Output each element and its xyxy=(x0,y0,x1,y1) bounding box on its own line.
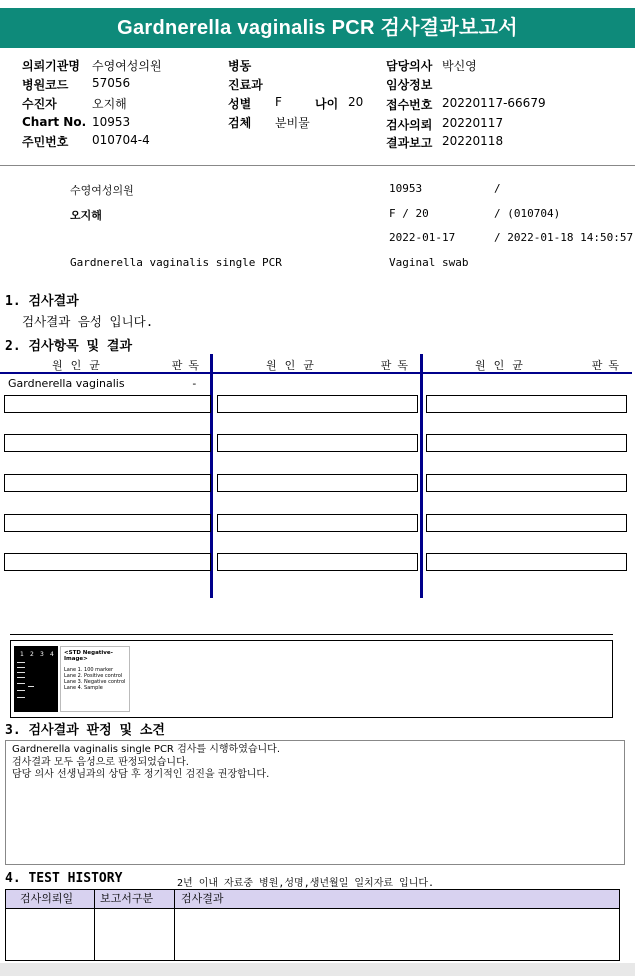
institution-label: 의뢰기관명 xyxy=(22,59,80,73)
section1-title: 1. 검사결과 xyxy=(5,294,79,309)
summary-slash: / xyxy=(494,182,501,195)
history-divider xyxy=(174,890,175,960)
result-cell xyxy=(426,514,627,532)
section2-title: 2. 검사항목 및 결과 xyxy=(5,339,133,354)
opinion-line: 담당 의사 선생님과의 상담 후 정기적인 검진을 권장합니다. xyxy=(12,769,270,780)
section3-title: 3. 검사결과 판정 및 소견 xyxy=(5,723,165,738)
resident-value: 010704-4 xyxy=(92,133,150,147)
result-cell xyxy=(4,514,211,532)
age-value: 20 xyxy=(348,95,364,109)
grid-divider-2 xyxy=(420,354,423,598)
col3-name-label: 원인균 xyxy=(475,359,531,372)
gel-marker-band xyxy=(17,677,25,678)
result-cell xyxy=(217,474,418,492)
gel-marker-band xyxy=(17,672,25,673)
chart-label: Chart No. xyxy=(22,115,87,129)
result-cell xyxy=(426,395,627,413)
gel-lane-4: 4 xyxy=(50,651,54,658)
receipt-label: 접수번호 xyxy=(386,98,433,112)
opinion-line: Gardnerella vaginalis single PCR 검사를 시행하였습니다. xyxy=(12,744,281,755)
history-col-request-date: 검사의뢰일 xyxy=(20,892,74,905)
chart-value: 10953 xyxy=(92,115,131,129)
gel-lane-2: 2 xyxy=(30,651,34,658)
grid-top-line xyxy=(0,372,632,374)
summary-sex-age: F / 20 xyxy=(389,207,429,220)
bottom-margin xyxy=(0,963,635,976)
result-cell xyxy=(426,434,627,452)
result-cell xyxy=(426,553,627,571)
gel-legend-line: Lane 2. Positive control xyxy=(64,673,123,679)
resident-label: 주민번호 xyxy=(22,135,69,149)
col3-judge-label: 판독 xyxy=(591,359,625,372)
col-header-2 xyxy=(214,356,420,372)
history-col-report-type: 보고서구분 xyxy=(100,892,154,905)
clinical-label: 임상정보 xyxy=(386,78,433,92)
result-cell xyxy=(426,474,627,492)
summary-request-date: 2022-01-17 xyxy=(389,231,456,244)
col1-name-label: 원인균 xyxy=(52,359,108,372)
age-label: 나이 xyxy=(315,97,339,111)
specimen-label: 검체 xyxy=(228,116,252,130)
receipt-value: 20220117-66679 xyxy=(442,96,546,110)
gel-legend-line: Lane 1. 100 marker xyxy=(64,667,114,673)
dept-label: 진료과 xyxy=(228,78,263,92)
gel-legend xyxy=(60,646,130,712)
sex-value: F xyxy=(275,95,282,109)
gel-lane-1: 1 xyxy=(20,651,24,658)
gel-marker-band xyxy=(17,662,25,663)
history-col-result: 검사결과 xyxy=(181,892,224,905)
row1-organism: Gardnerella vaginalis xyxy=(8,377,125,390)
gel-legend-title: <STD Negative-Image> xyxy=(64,650,113,662)
gel-marker-band xyxy=(17,667,25,668)
summary-specimen: Vaginal swab xyxy=(389,256,469,269)
summary-birth: / (010704) xyxy=(494,207,561,220)
request-label: 검사의뢰 xyxy=(386,118,433,132)
section1-text: 검사결과 음성 입니다. xyxy=(22,314,154,329)
patient-label: 수진자 xyxy=(22,97,57,111)
request-value: 20220117 xyxy=(442,116,504,130)
history-note: 2년 이내 자료중 병원,성명,생년월일 일치자료 입니다. xyxy=(177,878,435,889)
gel-legend-line: Lane 4. Sample xyxy=(64,685,103,691)
section4-title: 4. TEST HISTORY xyxy=(5,871,123,886)
sex-label: 성별 xyxy=(228,97,252,111)
gel-marker-band xyxy=(17,683,25,684)
result-cell xyxy=(4,474,211,492)
institution-value: 수영여성의원 xyxy=(92,59,162,73)
col-header-1 xyxy=(0,356,211,372)
gel-positive-band xyxy=(28,686,34,687)
patient-value: 오지해 xyxy=(92,97,127,111)
gel-marker-band xyxy=(17,690,25,691)
result-cell xyxy=(4,395,211,413)
report-value: 20220118 xyxy=(442,134,504,148)
ward-label: 병동 xyxy=(228,59,252,73)
gel-lane-3: 3 xyxy=(40,651,44,658)
report-label: 결과보고 xyxy=(386,136,433,150)
hospital-code-value: 57056 xyxy=(92,76,131,90)
summary-name: 오지해 xyxy=(70,209,102,222)
result-cell xyxy=(217,434,418,452)
result-cell xyxy=(4,553,211,571)
result-cell xyxy=(4,434,211,452)
col2-name-label: 원인균 xyxy=(266,359,322,372)
history-divider xyxy=(94,890,95,960)
col1-judge-label: 판독 xyxy=(171,359,205,372)
result-cell xyxy=(217,514,418,532)
hospital-code-label: 병원코드 xyxy=(22,78,69,92)
opinion-box xyxy=(5,740,625,865)
result-cell xyxy=(217,553,418,571)
report-title: Gardnerella vaginalis PCR 검사결과보고서 xyxy=(0,8,635,48)
summary-chart: 10953 xyxy=(389,182,423,195)
doctor-value: 박신영 xyxy=(442,59,477,73)
gel-electrophoresis-image xyxy=(14,646,58,712)
summary-report-datetime: / 2022-01-18 14:50:57 xyxy=(494,231,634,244)
col-header-3 xyxy=(423,356,631,372)
doctor-label: 담당의사 xyxy=(386,59,433,73)
gel-marker-band xyxy=(17,697,25,698)
gel-top-rule xyxy=(10,634,613,635)
result-cell xyxy=(217,395,418,413)
summary-test-name: Gardnerella vaginalis single PCR xyxy=(70,256,282,269)
history-table xyxy=(5,889,620,961)
summary-institution: 수영여성의원 xyxy=(70,184,134,197)
header-divider xyxy=(0,165,635,166)
opinion-line: 검사결과 모두 음성으로 판정되었습니다. xyxy=(12,756,189,768)
row1-result: - xyxy=(191,377,198,390)
history-header xyxy=(6,890,619,909)
col2-judge-label: 판독 xyxy=(380,359,414,372)
specimen-value: 분비물 xyxy=(275,116,310,130)
gel-legend-line: Lane 3. Negative control xyxy=(64,679,126,685)
